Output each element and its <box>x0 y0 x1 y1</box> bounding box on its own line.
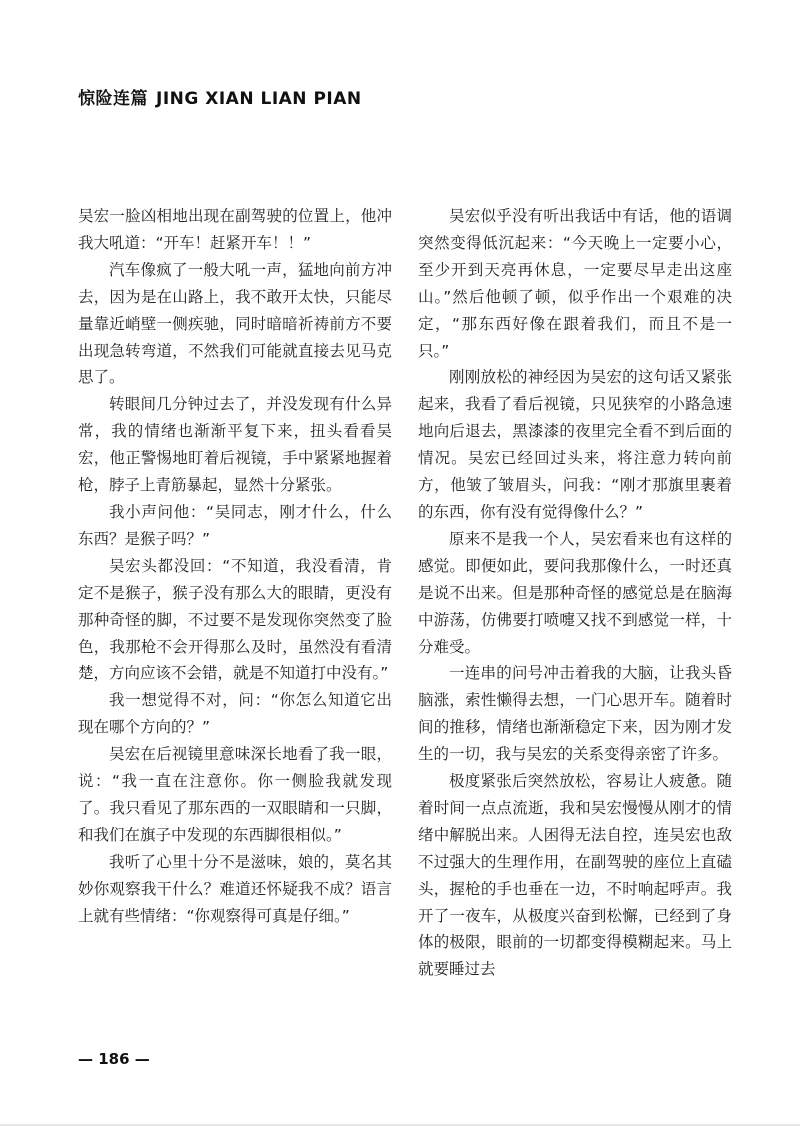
page-number: — 186 — <box>78 1050 150 1068</box>
paragraph: 我听了心里十分不是滋味，娘的，莫名其妙你观察我干什么？难道还怀疑我不成？语言上就有些情绪：“你观察得可真是仔细。” <box>78 852 392 925</box>
paragraph: 吴宏头都没回：“不知道，我没看清，肯定不是猴子，猴子没有那么大的眼睛，更没有那种奇怪的脚，不过要不是发现你突然变了脸色，我那枪不会开得那么及时，虽然没有看清楚，方向应该不会错，就是不知道打中没有。” <box>78 556 392 683</box>
paragraph: 转眼间几分钟过去了，并没发现有什么异常，我的情绪也渐渐平复下来，扭头看看吴宏，他正警惕地盯着后视镜，手中紧紧地握着枪，脖子上青筋暴起，显然十分紧张。 <box>78 395 392 495</box>
paragraph: 刚刚放松的神经因为吴宏的这句话又紧张起来，我看了看后视镜，只见狭窄的小路急速地向后退去，黑漆漆的夜里完全看不到后面的情况。吴宏已经回过头来，将注意力转向前方，他皱了皱眉头，问我：“刚才那旗里裹着的东西，你有没有觉得像什么？” <box>418 368 732 521</box>
section-title-pinyin: JING XIAN LIAN PIAN <box>156 89 362 109</box>
paragraph: 原来不是我一个人，吴宏看来也有这样的感觉。即便如此，要问我那像什么，一时还真是说不出来。但是那种奇怪的感觉总是在脑海中游荡，仿佛要打喷嚏又找不到感觉一样，十分难受。 <box>418 529 732 656</box>
section-title-chinese: 惊险连篇 <box>78 89 148 109</box>
paragraph: 极度紧张后突然放松，容易让人疲惫。随着时间一点点流逝，我和吴宏慢慢从刚才的情绪中解脱出来。人困得无法自控，连吴宏也敌不过强大的生理作用，在副驾驶的座位上直磕头，握枪的手也垂在一边，不时响起呼声。我开了一夜车，从极度兴奋到松懈，已经到了身体的极限，眼前的一切都变得模糊起来。马上就要睡过去 <box>418 772 732 979</box>
paragraph: 我一想觉得不对，问：“你怎么知道它出现在哪个方向的？” <box>78 691 392 737</box>
left-text-column <box>78 203 392 929</box>
paragraph: 吴宏一脸凶相地出现在副驾驶的位置上，他冲我大吼道：“开车！赶紧开车！！” <box>78 207 392 252</box>
section-header <box>78 84 362 109</box>
paragraph: 我小声问他：“吴同志，刚才什么，什么东西？是猴子吗？” <box>78 502 392 548</box>
paragraph: 吴宏似乎没有听出我话中有话，他的语调突然变得低沉起来：“今天晚上一定要小心，至少开到天亮再休息，一定要尽早走出这座山。”然后他顿了顿，似乎作出一个艰难的决定，“那东西好像在跟着我们，而且不是一只。” <box>418 207 732 360</box>
page-edge-divider <box>0 1124 800 1126</box>
paragraph: 吴宏在后视镜里意味深长地看了我一眼，说：“我一直在注意你。你一侧脸我就发现了。我只看见了那东西的一双眼睛和一只脚，和我们在旗子中发现的东西脚很相似。” <box>78 745 392 844</box>
right-text-column <box>418 203 732 983</box>
paragraph: 一连串的问号冲击着我的大脑，让我头昏脑涨，索性懒得去想，一门心思开车。随着时间的推移，情绪也渐渐稳定下来，因为刚才发生的一切，我与吴宏的关系变得亲密了许多。 <box>418 664 732 764</box>
paragraph: 汽车像疯了一般大吼一声，猛地向前方冲去，因为是在山路上，我不敢开太快，只能尽量靠近峭壁一侧疾驰，同时暗暗祈祷前方不要出现急转弯道，不然我们可能就直接去见马克思了。 <box>78 260 392 387</box>
